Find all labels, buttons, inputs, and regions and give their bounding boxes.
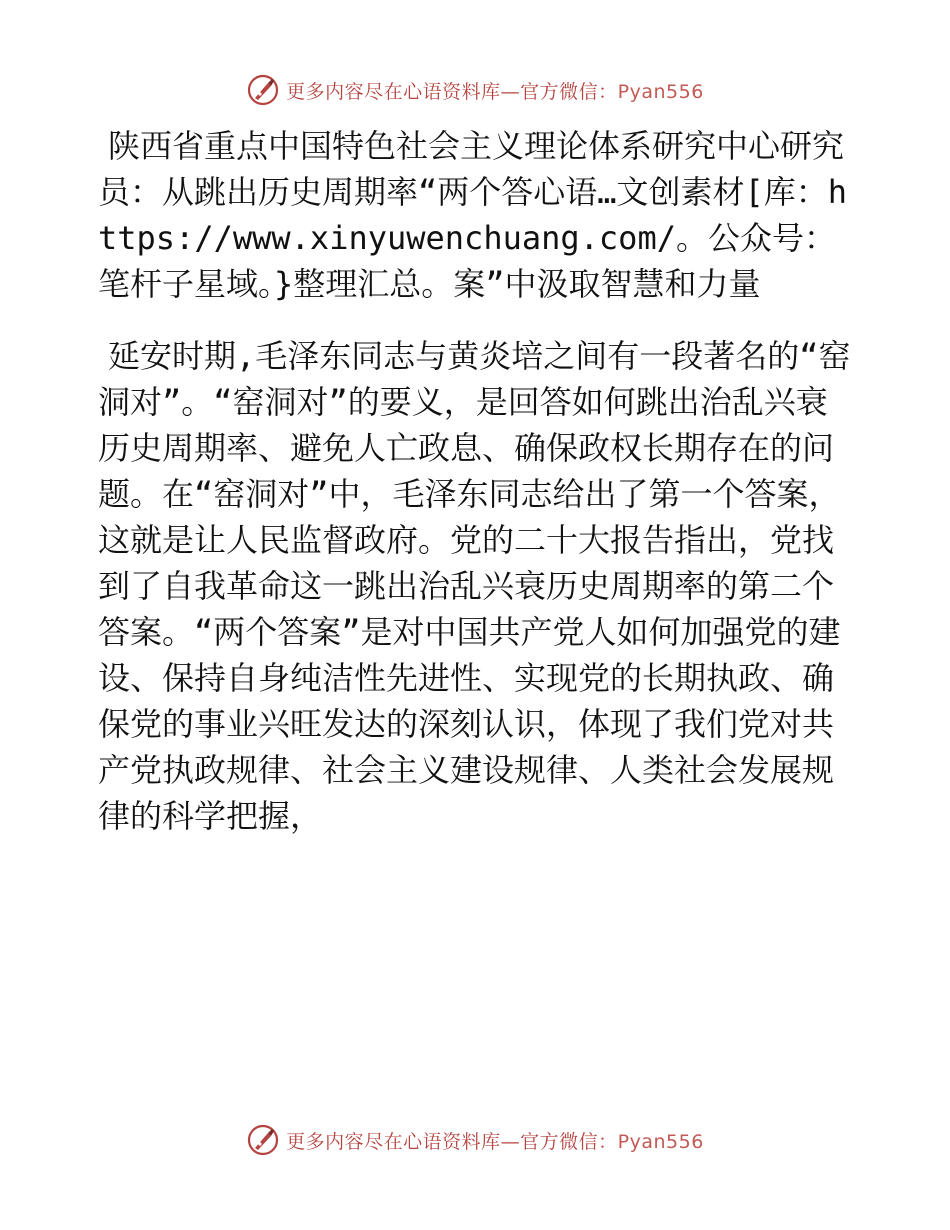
document-title: 陕西省重点中国特色社会主义理论体系研究中心研究员：从跳出历史周期率“两个答心语…文创素材[库：https://www.xinyuwenchuang.com/。公众号：笔杆子星域。}整理汇总。案”中汲取智慧和力量 (98, 127, 848, 303)
watermark-text (286, 1127, 704, 1154)
pen-nib-seal-icon (246, 73, 280, 107)
pen-nib-seal-icon (246, 1123, 280, 1157)
watermark-handle: Pyan556 (617, 1130, 704, 1153)
watermark-handle: Pyan556 (617, 80, 704, 103)
watermark-text (286, 77, 704, 104)
document-content (98, 123, 858, 839)
header-watermark (0, 70, 950, 110)
watermark-label: 更多内容尽在心语资料库—官方微信： (286, 1130, 618, 1153)
watermark-label: 更多内容尽在心语资料库—官方微信： (286, 80, 618, 103)
document-body-paragraph: 延安时期,毛泽东同志与黄炎培之间有一段著名的“窑洞对”。“窑洞对”的要义，是回答如何跳出治乱兴衰历史周期率、避免人亡政息、确保政权长期存在的问题。在“窑洞对”中，毛泽东同志给出了第一个答案，这就是让人民监督政府。党的二十大报告指出，党找到了自我革命这一跳出治乱兴衰历史周期率的第二个答案。“两个答案”是对中国共产党人如何加强党的建设、保持自身纯洁性先进性、实现党的长期执政、确保党的事业兴旺发达的深刻认识，体现了我们党对共产党执政规律、社会主义建设规律、人类社会发展规律的科学把握， (98, 337, 851, 835)
footer-watermark (0, 1120, 950, 1160)
